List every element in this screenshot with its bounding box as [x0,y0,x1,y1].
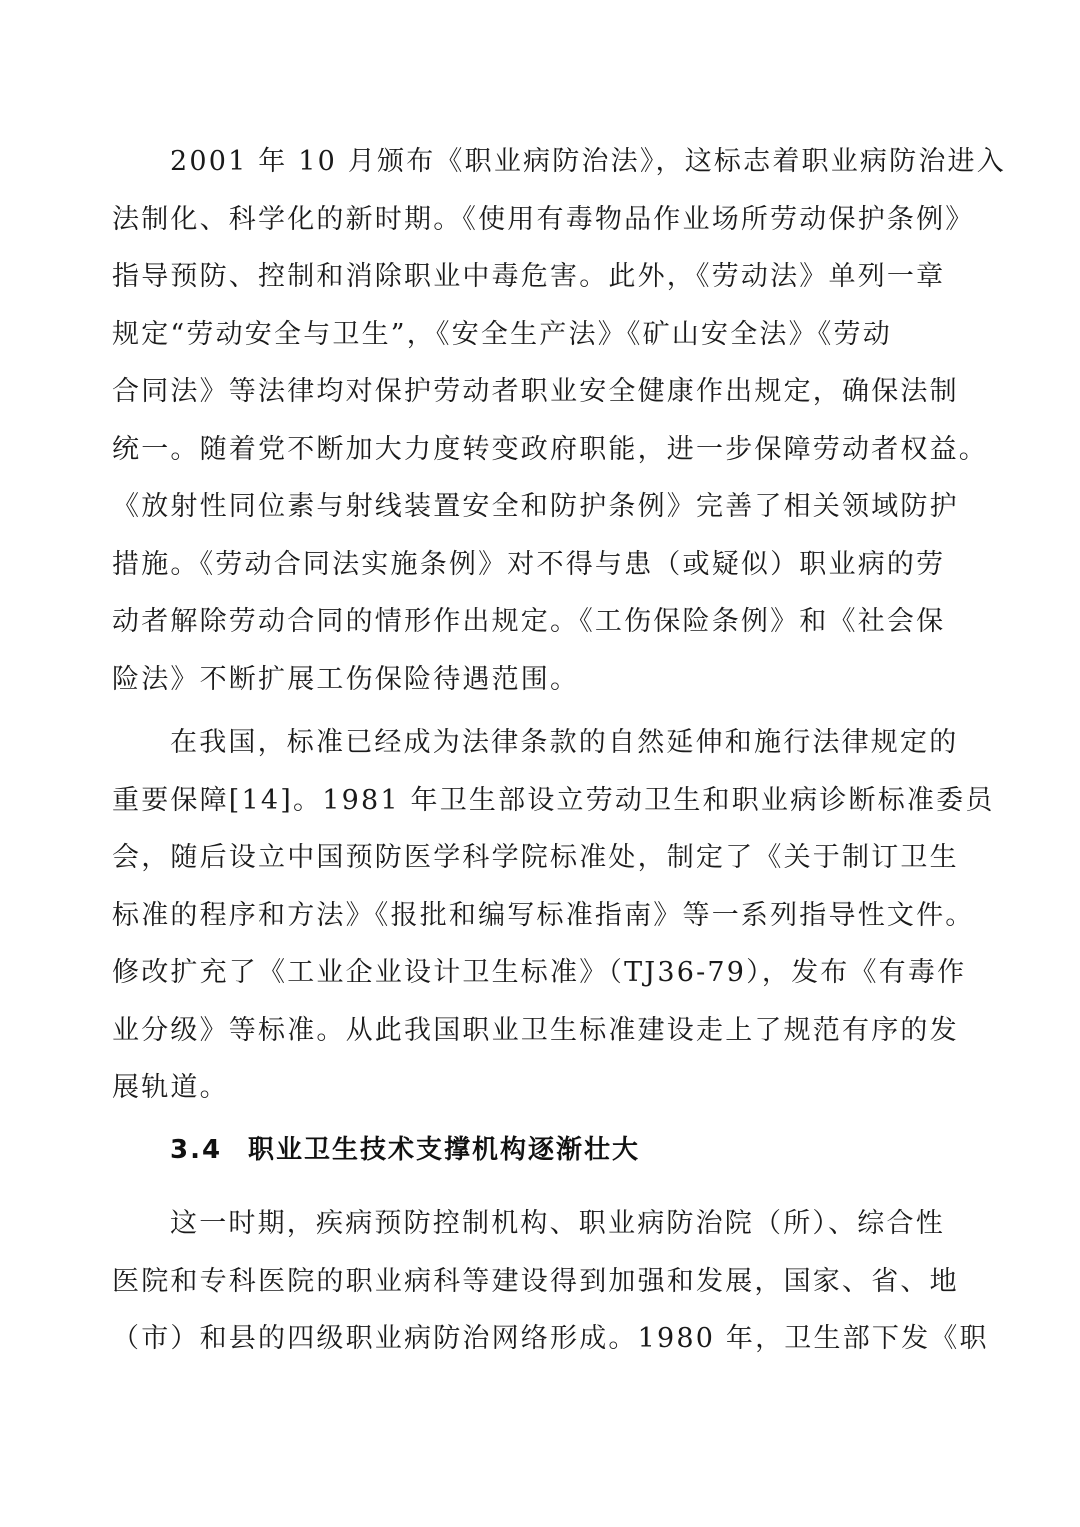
paragraph-support-institutions [112,1195,989,1368]
paragraph-line: 统一。随着党不断加大力度转变政府职能，进一步保障劳动者权益。 [112,433,988,465]
paragraph-line: 险法》不断扩展工伤保险待遇范围。 [112,663,580,695]
section-number: 3.4 [170,1135,223,1165]
paragraph-line: 法制化、科学化的新时期。《使用有毒物品作业场所劳动保护条例》 [112,203,975,235]
paragraph-line: 指导预防、控制和消除职业中毒危害。此外，《劳动法》单列一章 [112,261,946,292]
paragraph-line: 医院和专科医院的职业病科等建设得到加强和发展，国家、省、地 [112,1265,959,1297]
paragraph-line: 动者解除劳动合同的情形作出规定。《工伤保险条例》和《社会保 [112,606,946,637]
paragraph-line: 在我国，标准已经成为法律条款的自然延伸和施行法律规定的 [170,727,959,758]
paragraph-line: 这一时期，疾病预防控制机构、职业病防治院（所）、综合性 [170,1208,945,1239]
section-title: 职业卫生技术支撑机构逐渐壮大 [248,1135,641,1165]
paragraph-line: 业分级》等标准。从此我国职业卫生标准建设走上了规范有序的发 [112,1014,959,1046]
paragraph-line: （市）和县的四级职业病防治网络形成。1980 年，卫生部下发《职 [112,1323,989,1354]
paragraph-line: 措施。《劳动合同法实施条例》对不得与患（或疑似）职业病的劳 [112,548,946,580]
paragraph-line: 合同法》等法律均对保护劳动者职业安全健康作出规定，确保法制 [112,376,959,407]
paragraph-line: 修改扩充了《工业企业设计卫生标准》（TJ36-79），发布《有毒作 [112,957,967,988]
section-heading [170,1122,640,1179]
paragraph-line: 《放射性同位素与射线装置安全和防护条例》完善了相关领域防护 [112,491,959,522]
paragraph-standards [112,714,995,1117]
paragraph-occupational-disease-law [112,133,1006,708]
paragraph-line: 展轨道。 [112,1072,229,1103]
paragraph-line: 标准的程序和方法》《报批和编写标准指南》等一系列指导性文件。 [112,899,975,931]
paragraph-line: 规定“劳动安全与卫生”，《安全生产法》《矿山安全法》《劳动 [112,318,892,350]
paragraph-line: 2001 年 10 月颁布《职业病防治法》，这标志着职业病防治进入 [170,146,1006,177]
paragraph-line: 重要保障[14]。1981 年卫生部设立劳动卫生和职业病诊断标准委员 [112,784,995,816]
paragraph-line: 会，随后设立中国预防医学科学院标准处，制定了《关于制订卫生 [112,842,959,873]
